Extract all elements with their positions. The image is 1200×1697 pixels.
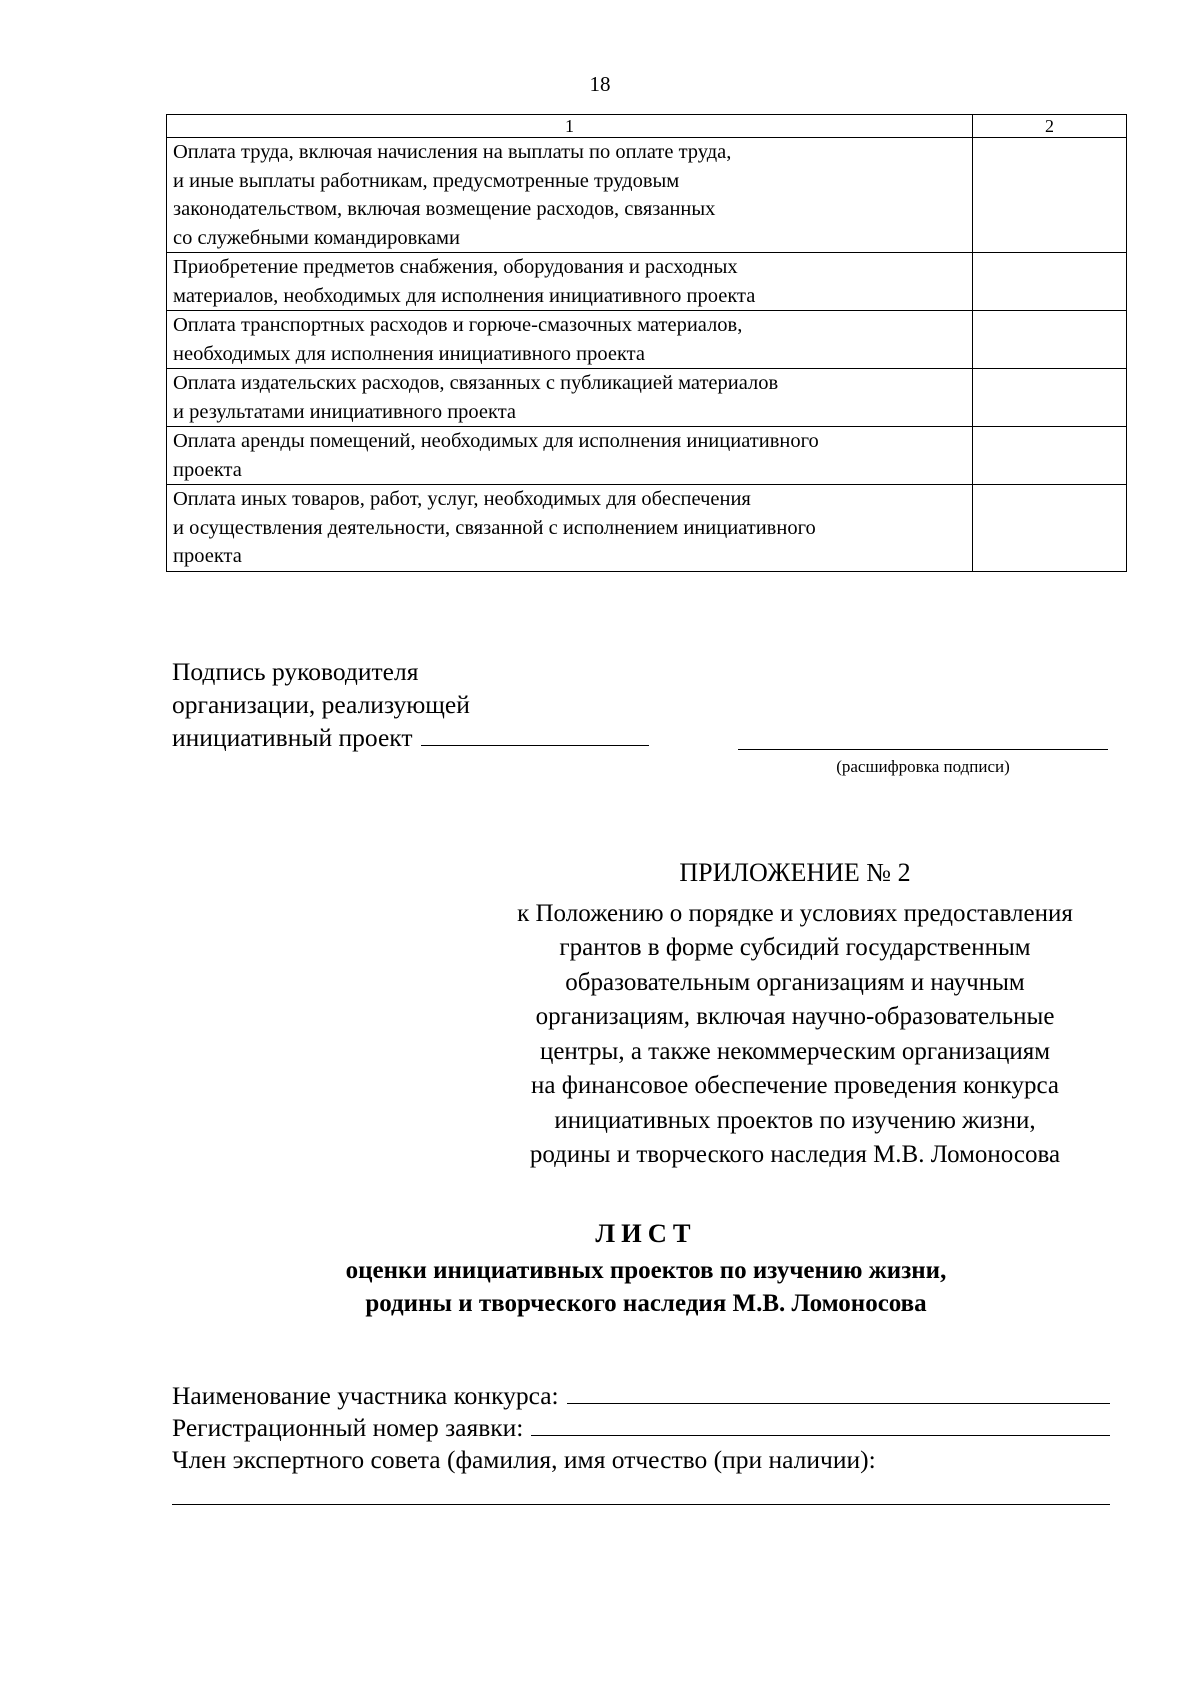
- cell-line: материалов, необходимых для исполнения инициативного проекта: [173, 284, 756, 307]
- table-cell-expense: [167, 311, 973, 369]
- registration-field: [172, 1412, 1110, 1444]
- sheet-subtitle-line: оценки инициативных проектов по изучению жизни,: [345, 1257, 947, 1284]
- cell-line: проекта: [173, 458, 242, 481]
- cell-line: Оплата аренды помещений, необходимых для исполнения инициативного: [173, 430, 819, 452]
- appendix-block: [460, 856, 1130, 1173]
- cell-line: со служебными командировками: [173, 226, 460, 249]
- appendix-line: к Положению о порядке и условиях предоставления: [517, 899, 1073, 927]
- cell-line: проекта: [173, 545, 242, 567]
- signature-decode-line[interactable]: [738, 749, 1108, 750]
- participant-fill-line[interactable]: [567, 1381, 1110, 1404]
- form-fields: [172, 1380, 1110, 1505]
- participant-field: [172, 1380, 1110, 1412]
- table-cell-amount: [973, 485, 1127, 572]
- table-cell-expense: [167, 253, 973, 311]
- table-cell-expense: [167, 485, 973, 572]
- cell-line: Оплата издательских расходов, связанных с публикацией материалов: [173, 372, 779, 394]
- registration-label: Регистрационный номер заявки:: [172, 1413, 524, 1442]
- expert-fill-line[interactable]: [172, 1482, 1110, 1505]
- table-row: [167, 138, 1127, 253]
- sheet-title: ЛИСТ: [595, 1218, 697, 1248]
- cell-line: Оплата транспортных расходов и горюче-смазочных материалов,: [173, 314, 743, 336]
- table-header-cell: 2: [973, 115, 1127, 138]
- appendix-title: ПРИЛОЖЕНИЕ № 2: [679, 858, 911, 887]
- table-cell-amount: [973, 311, 1127, 369]
- table-cell-amount: [973, 427, 1127, 485]
- cell-line: Оплата иных товаров, работ, услуг, необходимых для обеспечения: [173, 488, 751, 510]
- table-cell-amount: [973, 138, 1127, 253]
- signature-label-text: инициативный проект: [172, 723, 413, 752]
- appendix-line: грантов в форме субсидий государственным: [559, 934, 1031, 961]
- cell-line: и осуществления деятельности, связанной с исполнением инициативного: [173, 516, 816, 539]
- appendix-line: образовательным организациям и научным: [565, 968, 1025, 996]
- cell-line: Оплата труда, включая начисления на выплаты по оплате труда,: [173, 141, 732, 163]
- sheet-subtitle: [166, 1254, 1126, 1320]
- table-row: [167, 369, 1127, 427]
- expense-table: [166, 114, 1127, 572]
- appendix-line: на финансовое обеспечение проведения конкурса: [530, 1072, 1060, 1099]
- page-number: 18: [589, 72, 611, 96]
- table-cell-expense: [167, 369, 973, 427]
- participant-label: Наименование участника конкурса:: [172, 1381, 559, 1410]
- appendix-line: инициативных проектов по изучению жизни,: [554, 1106, 1036, 1134]
- signature-line[interactable]: [421, 745, 649, 746]
- table-row: [167, 427, 1127, 485]
- table-header-cell: 1: [167, 115, 973, 138]
- cell-line: Приобретение предметов снабжения, оборудования и расходных: [173, 256, 738, 278]
- sheet-subtitle-line: родины и творческого наследия М.В. Ломоносова: [365, 1290, 927, 1317]
- appendix-line: родины и творческого наследия М.В. Ломоносова: [529, 1141, 1061, 1168]
- signature-label-line: организации, реализующей: [172, 690, 470, 719]
- table-cell-expense: [167, 138, 973, 253]
- table-cell-amount: [973, 253, 1127, 311]
- cell-line: и иные выплаты работникам, предусмотренные трудовым: [173, 169, 680, 192]
- table-row: [167, 485, 1127, 572]
- table-row: [167, 253, 1127, 311]
- signature-label-line: Подпись руководителя: [172, 657, 419, 686]
- cell-line: необходимых для исполнения инициативного проекта: [173, 342, 645, 365]
- expert-label: Член экспертного совета (фамилия, имя отчество (при наличии):: [172, 1445, 876, 1474]
- appendix-line: организациям, включая научно-образовательные: [535, 1003, 1055, 1030]
- table-row: [167, 311, 1127, 369]
- table-cell-amount: [973, 369, 1127, 427]
- signature-decode-caption: (расшифровка подписи): [836, 757, 1010, 776]
- cell-line: законодательством, включая возмещение расходов, связанных: [173, 198, 716, 220]
- table-cell-expense: [167, 427, 973, 485]
- registration-fill-line[interactable]: [531, 1413, 1110, 1436]
- appendix-line: центры, а также некоммерческим организациям: [539, 1037, 1051, 1065]
- signature-block: [172, 655, 649, 754]
- table-header-row: [167, 115, 1127, 138]
- cell-line: и результатами инициативного проекта: [173, 400, 517, 423]
- signature-label-line: [172, 721, 649, 754]
